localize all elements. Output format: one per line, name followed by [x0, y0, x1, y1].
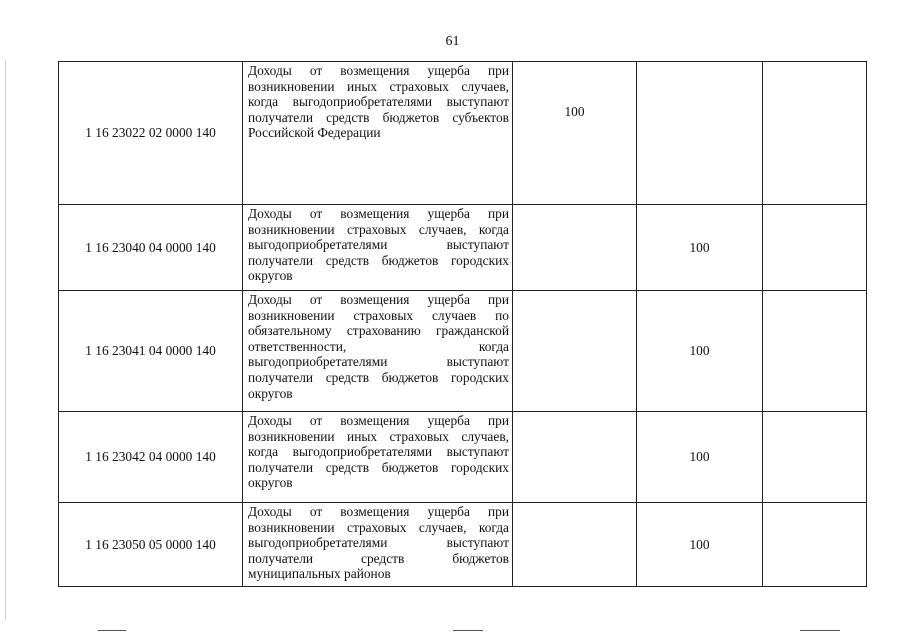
page-number: 61: [445, 34, 460, 49]
scan-mark: [800, 630, 840, 631]
budget-code-cell: 1 16 23042 04 0000 140: [59, 412, 243, 503]
norm-cell: [513, 412, 637, 503]
norm-cell: [637, 62, 763, 205]
norm-cell: [763, 205, 867, 291]
norm-cell: 100: [637, 205, 763, 291]
budget-code-cell: 1 16 23050 05 0000 140: [59, 503, 243, 587]
budget-code-cell: 1 16 23022 02 0000 140: [59, 62, 243, 205]
norm-cell: [763, 503, 867, 587]
norm-cell: 100: [637, 412, 763, 503]
scan-mark: [98, 630, 126, 631]
revenue-table: [58, 61, 867, 587]
budget-code-cell: 1 16 23041 04 0000 140: [59, 291, 243, 412]
norm-cell: [513, 291, 637, 412]
description-cell: Доходы от возмещения ущерба при возникновении страховых случаев по обязательному страхованию гражданской ответственности, когда выгодоприобретателями выступают получатели средств бюджетов городских округов: [243, 291, 513, 412]
norm-cell: [763, 412, 867, 503]
table-row: [59, 62, 867, 205]
norm-cell: 100: [637, 503, 763, 587]
description-cell: Доходы от возмещения ущерба при возникновении иных страховых случаев, когда выгодоприобретателями выступают получатели средств бюджетов субъектов Российской Федерации: [243, 62, 513, 205]
norm-cell: 100: [513, 62, 637, 205]
table-row: [59, 291, 867, 412]
table-row: [59, 412, 867, 503]
norm-cell: 100: [637, 291, 763, 412]
description-cell: Доходы от возмещения ущерба при возникновении страховых случаев, когда выгодоприобретателями выступают получатели средств бюджетов муниципальных районов: [243, 503, 513, 587]
description-cell: Доходы от возмещения ущерба при возникновении иных страховых случаев, когда выгодоприобретателями выступают получатели средств бюджетов городских округов: [243, 412, 513, 503]
scan-mark: [453, 630, 483, 631]
norm-cell: [513, 503, 637, 587]
norm-cell: [513, 205, 637, 291]
norm-cell: [763, 291, 867, 412]
scan-edge-line: [5, 60, 6, 620]
budget-code-cell: 1 16 23040 04 0000 140: [59, 205, 243, 291]
norm-cell: [763, 62, 867, 205]
description-cell: Доходы от возмещения ущерба при возникновении страховых случаев, когда выгодоприобретателями выступают получатели средств бюджетов городских округов: [243, 205, 513, 291]
table-row: [59, 503, 867, 587]
table-row: [59, 205, 867, 291]
